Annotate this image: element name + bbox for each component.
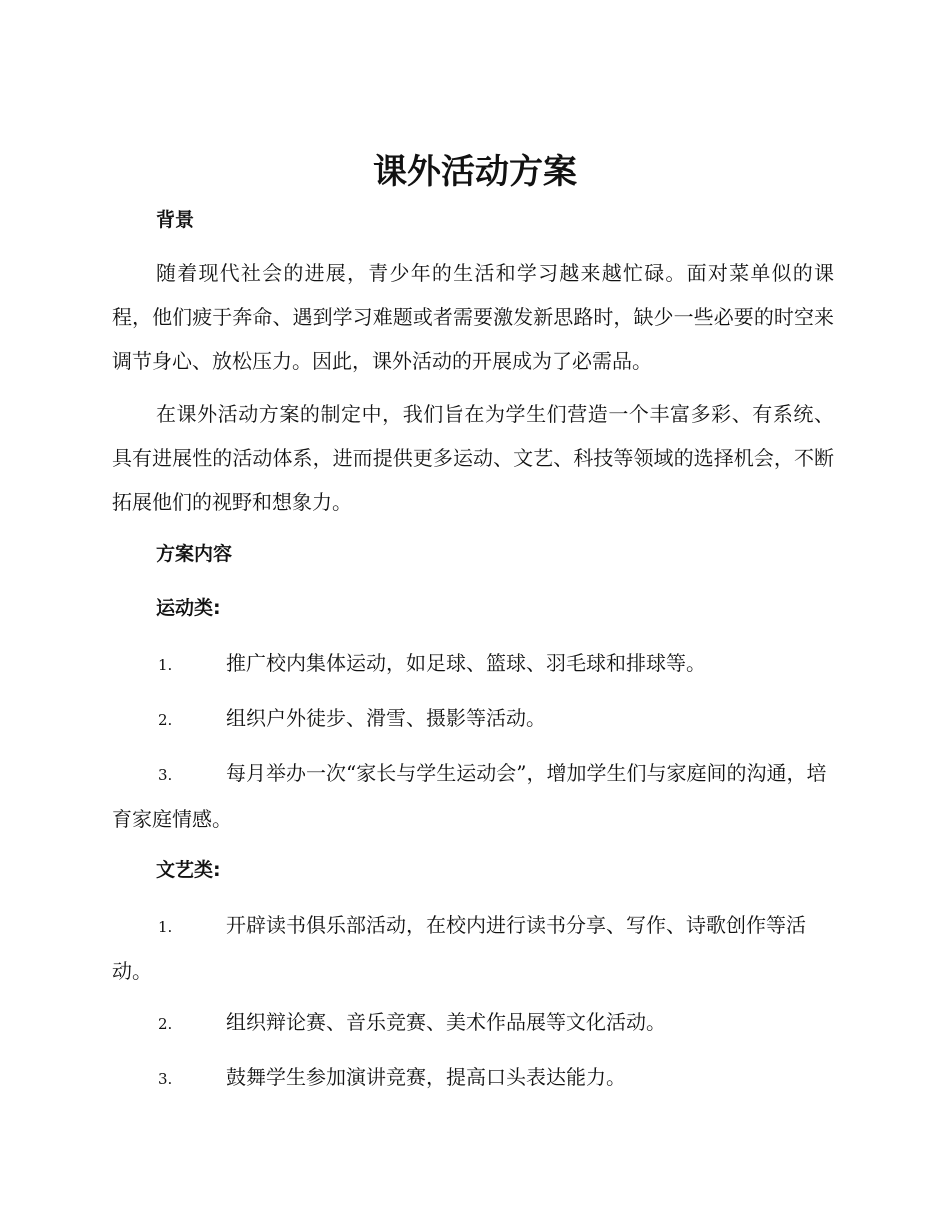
list-number: 3. [158, 766, 173, 784]
sports-list-item [112, 641, 834, 687]
list-item-text: 组织户外徒步、滑雪、摄影等活动。 [226, 706, 546, 730]
arts-list-item [112, 1000, 834, 1046]
list-item-text: 每月举办一次“家长与学生运动会”，增加学生们与家庭间的沟通，培育家庭情感。 [112, 761, 827, 831]
list-item-text: 组织辩论赛、音乐竞赛、美术作品展等文化活动。 [226, 1010, 666, 1034]
background-paragraph-1: 随着现代社会的进展，青少年的生活和学习越来越忙碌。面对菜单似的课程，他们疲于奔命、遇到学习难题或者需要激发新思路时，缺少一些必要的时空来调节身心、放松压力。因此，课外活动的开展成为了必需品。 [112, 261, 834, 373]
plan-heading: 方案内容 [156, 543, 233, 565]
list-number: 1. [158, 918, 173, 936]
arts-heading: 文艺类: [156, 859, 221, 881]
background-heading: 背景 [156, 209, 195, 231]
sports-heading: 运动类: [156, 597, 221, 619]
list-number: 2. [158, 1015, 173, 1033]
document-title: 课外活动方案 [373, 152, 577, 192]
list-item-text: 推广校内集体运动，如足球、篮球、羽毛球和排球等。 [226, 651, 706, 675]
list-number: 2. [158, 711, 173, 729]
list-number: 1. [158, 656, 173, 674]
arts-list-item [112, 1055, 834, 1101]
list-item-text: 开辟读书俱乐部活动，在校内进行读书分享、写作、诗歌创作等活动。 [112, 913, 806, 983]
background-paragraph-2: 在课外活动方案的制定中，我们旨在为学生们营造一个丰富多彩、有系统、具有进展性的活动体系，进而提供更多运动、文艺、科技等领域的选择机会，不断拓展他们的视野和想象力。 [112, 402, 834, 514]
sports-list-item [112, 696, 834, 742]
list-number: 3. [158, 1070, 173, 1088]
arts-list-item [112, 903, 834, 993]
sports-list-item [112, 751, 834, 841]
list-item-text: 鼓舞学生参加演讲竞赛，提高口头表达能力。 [226, 1065, 626, 1089]
